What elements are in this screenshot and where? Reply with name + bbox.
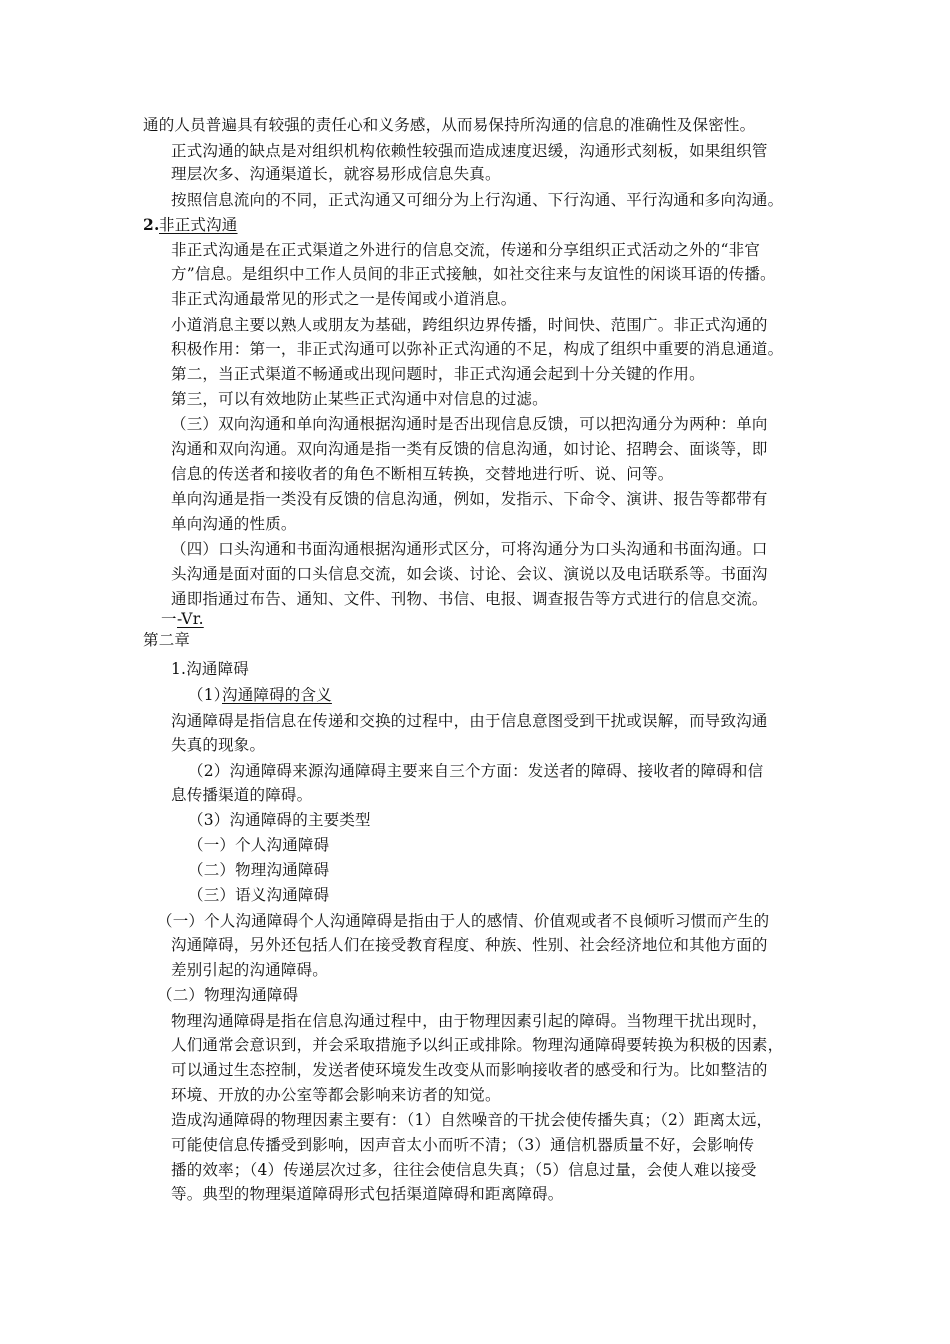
- paragraph-line: 差别引起的沟通障碍。: [171, 961, 329, 979]
- stray-mark-underlined: -Vr.: [177, 610, 204, 628]
- paragraph-line: 非正式沟通是在正式渠道之外进行的信息交流，传递和分享组织正式活动之外的“非官: [171, 241, 761, 259]
- subsection-heading: 1.沟通障碍: [171, 660, 249, 678]
- paragraph-line: （三）双向沟通和单向沟通根据沟通时是否出现信息反馈，可以把沟通分为两种：单向: [171, 415, 768, 433]
- paragraph-line: 单向沟通是指一类没有反馈的信息沟通，例如，发指示、下命令、演讲、报告等都带有: [171, 490, 768, 508]
- paragraph-line: 环境、开放的办公室等都会影响来访者的知觉。: [171, 1086, 501, 1104]
- paragraph-line: 失真的现象。: [171, 736, 266, 754]
- paragraph-line: 第二，当正式渠道不畅通或出现问题时，非正式沟通会起到十分关键的作用。: [171, 365, 705, 383]
- paragraph-line: 造成沟通障碍的物理因素主要有：（1）自然噪音的干扰会使传播失真；（2）距离太远，: [171, 1111, 773, 1129]
- paragraph-line: 积极作用：第一，非正式沟通可以弥补正式沟通的不足，构成了组织中重要的消息通道。: [171, 340, 784, 358]
- item-number: （1）: [188, 686, 230, 704]
- paragraph-line: 沟通障碍是指信息在传递和交换的过程中，由于信息意图受到干扰或误解，而导致沟通: [171, 712, 768, 730]
- paragraph-line: 单向沟通的性质。: [171, 515, 297, 533]
- paragraph-line: 播的效率；（4）传递层次过多，往往会使信息失真；（5）信息过量，会使人难以接受: [171, 1161, 757, 1179]
- paragraph-line: 沟通和双向沟通。双向沟通是指一类有反馈的信息沟通，如讨论、招聘会、面谈等，即: [171, 440, 768, 458]
- chapter-heading: 第二章: [143, 631, 191, 649]
- stray-mark: 一: [161, 610, 177, 628]
- paragraph-line: 理层次多、沟通渠道长，就容易形成信息失真。: [171, 165, 501, 183]
- paragraph-line: 第三，可以有效地防止某些正式沟通中对信息的过滤。: [171, 390, 548, 408]
- item-heading: 沟通障碍的含义: [222, 686, 332, 704]
- list-item: （二）物理沟通障碍: [188, 861, 330, 879]
- paragraph-line: 息传播渠道的障碍。: [171, 786, 313, 804]
- paragraph-line: 沟通障碍，另外还包括人们在接受教育程度、种族、性别、社会经济地位和其他方面的: [171, 936, 768, 954]
- paragraph-line: 可以通过生态控制，发送者使环境发生改变从而影响接收者的感受和行为。比如整洁的: [171, 1061, 768, 1079]
- paragraph-line: 信息的传送者和接收者的角色不断相互转换，交替地进行听、说、问等。: [171, 465, 674, 483]
- list-heading: （3）沟通障碍的主要类型: [188, 811, 371, 829]
- paragraph-line: 按照信息流向的不同，正式沟通又可细分为上行沟通、下行沟通、平行沟通和多向沟通。: [171, 191, 784, 209]
- paragraph-line: 方”信息。是组织中工作人员间的非正式接触，如社交往来与友谊性的闲谈耳语的传播。: [171, 265, 776, 283]
- paragraph-line: 物理沟通障碍是指在信息沟通过程中，由于物理因素引起的障碍。当物理干扰出现时，: [171, 1012, 768, 1030]
- paragraph-line: 小道消息主要以熟人或朋友为基础，跨组织边界传播，时间快、范围广。非正式沟通的: [171, 316, 768, 334]
- paragraph-line: （四）口头沟通和书面沟通根据沟通形式区分，可将沟通分为口头沟通和书面沟通。口: [171, 540, 768, 558]
- paragraph-line: 可能使信息传播受到影响，因声音太小而听不清；（3）通信机器质量不好，会影响传: [171, 1136, 755, 1154]
- paragraph-line: 非正式沟通最常见的形式之一是传闻或小道消息。: [171, 290, 517, 308]
- paragraph-line: 人们通常会意识到，并会采取措施予以纠正或排除。物理沟通障碍要转换为积极的因素，: [171, 1036, 784, 1054]
- paragraph-line: 头沟通是面对面的口头信息交流，如会谈、讨论、会议、演说以及电话联系等。书面沟: [171, 565, 768, 583]
- paragraph-line: （一）个人沟通障碍个人沟通障碍是指由于人的感情、价值观或者不良倾听习惯而产生的: [157, 912, 770, 930]
- paragraph-line: 等。典型的物理渠道障碍形式包括渠道障碍和距离障碍。: [171, 1185, 564, 1203]
- paragraph-line: 正式沟通的缺点是对组织机构依赖性较强而造成速度迟缓，沟通形式刻板，如果组织管: [171, 142, 768, 160]
- section-number: 2.: [143, 215, 160, 234]
- paragraph-line: （2）沟通障碍来源沟通障碍主要来自三个方面：发送者的障碍、接收者的障碍和信: [188, 762, 764, 780]
- list-item: （三）语义沟通障碍: [188, 886, 330, 904]
- paragraph-line: 通即指通过布告、通知、文件、刊物、书信、电报、调查报告等方式进行的信息交流。: [171, 590, 768, 608]
- list-item: （一）个人沟通障碍: [188, 836, 330, 854]
- paragraph-line: 通的人员普遍具有较强的责任心和义务感，从而易保持所沟通的信息的准确性及保密性。: [143, 116, 756, 134]
- subsection-heading: （二）物理沟通障碍: [157, 986, 299, 1004]
- section-heading: 非正式沟通: [159, 216, 238, 234]
